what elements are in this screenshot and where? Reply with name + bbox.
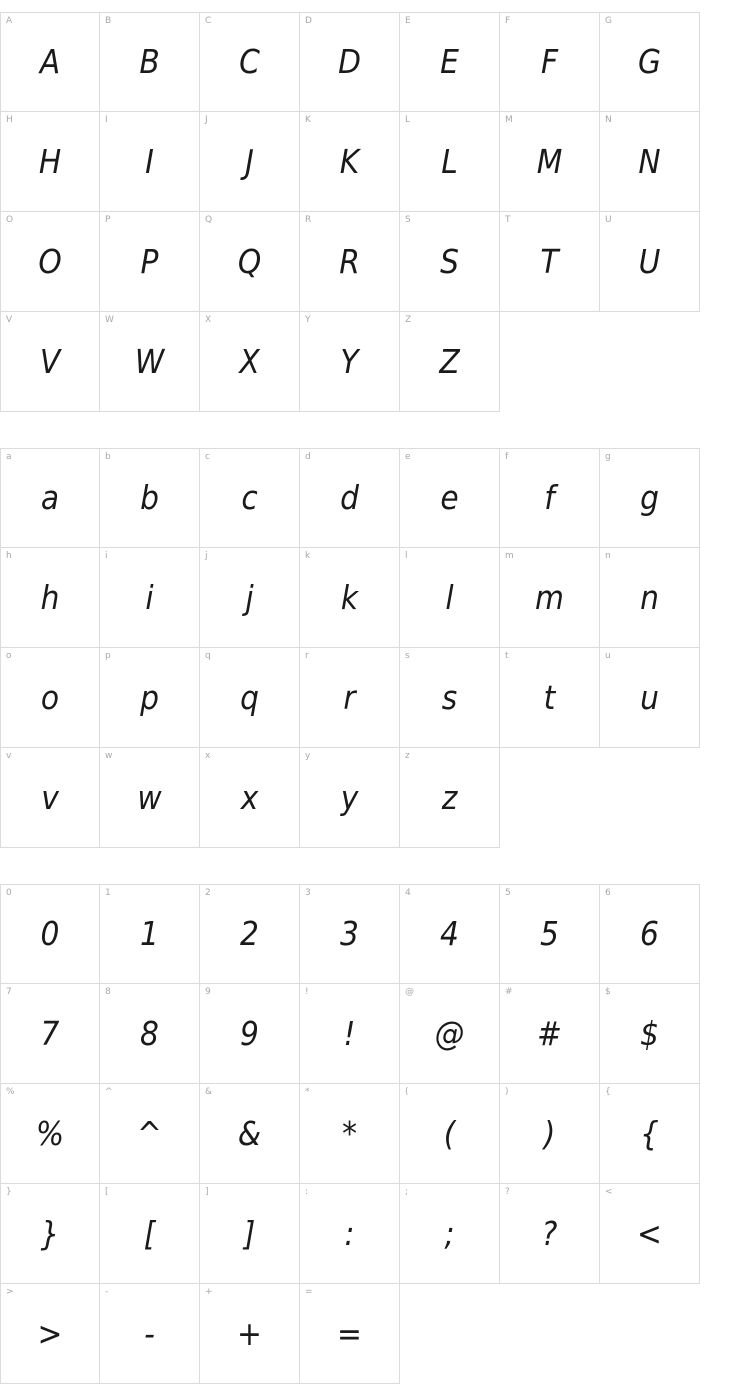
glyph-sample: } <box>40 1213 60 1253</box>
glyph-cell[interactable] <box>500 1084 600 1184</box>
glyph-sample: L <box>441 141 458 181</box>
glyph-cell[interactable] <box>300 448 400 548</box>
glyph-row <box>0 12 740 112</box>
glyph-sample: 7 <box>40 1013 60 1053</box>
glyph-sample: n <box>640 577 659 617</box>
glyph-code-label: > <box>6 1287 14 1297</box>
glyph-sample: $ <box>640 1013 659 1053</box>
glyph-sample: s <box>441 677 458 717</box>
glyph-cell[interactable] <box>200 984 300 1084</box>
glyph-sample: = <box>337 1313 362 1353</box>
glyph-code-label: m <box>505 551 514 561</box>
glyph-cell[interactable] <box>200 648 300 748</box>
glyph-cell[interactable] <box>100 1184 200 1284</box>
glyph-code-label: p <box>105 651 111 661</box>
glyph-code-label: s <box>405 651 410 661</box>
glyph-sample: m <box>535 577 564 617</box>
glyph-cell[interactable] <box>100 1084 200 1184</box>
glyph-sample: ^ <box>137 1113 162 1153</box>
glyph-code-label: 0 <box>6 888 12 898</box>
glyph-cell[interactable] <box>300 984 400 1084</box>
glyph-code-label: I <box>105 115 108 125</box>
glyph-sample: * <box>342 1113 357 1153</box>
glyph-code-label: C <box>205 16 212 26</box>
glyph-code-label: f <box>505 452 509 462</box>
glyph-sample: k <box>340 577 359 617</box>
glyph-code-label: 9 <box>205 987 211 997</box>
glyph-code-label: w <box>105 751 113 761</box>
glyph-sample: J <box>245 141 254 181</box>
glyph-cell[interactable] <box>200 748 300 848</box>
glyph-code-label: ; <box>405 1187 409 1197</box>
glyph-sample: Q <box>237 241 262 281</box>
glyph-code-label: 7 <box>6 987 12 997</box>
glyph-cell[interactable] <box>300 884 400 984</box>
glyph-code-label: g <box>605 452 611 462</box>
glyph-sample: E <box>440 42 459 81</box>
glyph-cell[interactable] <box>500 448 600 548</box>
glyph-cell[interactable] <box>400 112 500 212</box>
glyph-code-label: a <box>6 452 12 462</box>
glyph-cell[interactable] <box>400 884 500 984</box>
glyph-cell[interactable] <box>100 884 200 984</box>
glyph-cell[interactable] <box>200 884 300 984</box>
glyph-cell[interactable] <box>400 12 500 112</box>
glyph-code-label: r <box>305 651 309 661</box>
glyph-cell[interactable] <box>0 884 100 984</box>
glyph-code-label: ( <box>405 1087 409 1097</box>
glyph-code-label: : <box>305 1187 309 1197</box>
glyph-cell[interactable] <box>0 112 100 212</box>
glyph-row <box>0 312 740 412</box>
glyph-cell[interactable] <box>400 548 500 648</box>
glyph-cell[interactable] <box>100 648 200 748</box>
glyph-sample: j <box>245 577 254 617</box>
glyph-sample: G <box>637 42 661 81</box>
glyph-code-label: ! <box>305 987 309 997</box>
glyph-sample: w <box>137 777 162 817</box>
glyph-code-label: H <box>6 115 13 125</box>
glyph-sample: z <box>441 777 458 817</box>
glyph-cell[interactable] <box>600 448 700 548</box>
glyph-sample: r <box>343 677 356 717</box>
glyph-code-label: } <box>6 1187 12 1197</box>
glyph-cell[interactable] <box>600 1184 700 1284</box>
glyph-cell[interactable] <box>0 984 100 1084</box>
glyph-cell[interactable] <box>300 1184 400 1284</box>
glyph-sample: x <box>240 777 259 817</box>
glyph-sample: ; <box>444 1213 455 1253</box>
glyph-code-label: ? <box>505 1187 510 1197</box>
glyph-cell[interactable] <box>0 1284 100 1384</box>
glyph-cell[interactable] <box>400 1084 500 1184</box>
glyph-code-label: 3 <box>305 888 311 898</box>
glyph-sample: H <box>38 141 62 181</box>
glyph-code-label: # <box>505 987 513 997</box>
glyph-sample: V <box>39 341 61 381</box>
glyph-sample: f <box>544 478 555 517</box>
glyph-code-label: z <box>405 751 410 761</box>
glyph-code-label: < <box>605 1187 613 1197</box>
glyph-code-label: Q <box>205 215 213 225</box>
glyph-cell[interactable] <box>0 12 100 112</box>
glyph-code-label: P <box>105 215 111 225</box>
glyph-code-label: 6 <box>605 888 611 898</box>
glyph-sample: A <box>39 42 61 81</box>
glyph-cell[interactable] <box>100 748 200 848</box>
glyph-sample: i <box>145 577 154 617</box>
glyph-sample: # <box>537 1013 562 1053</box>
glyph-sample: K <box>339 141 360 181</box>
glyph-sample: I <box>145 141 154 181</box>
glyph-code-label: o <box>6 651 12 661</box>
glyph-sample: a <box>40 478 60 517</box>
glyph-sample: { <box>640 1113 659 1153</box>
glyph-code-label: u <box>605 651 611 661</box>
glyph-cell[interactable] <box>100 312 200 412</box>
glyph-cell[interactable] <box>600 1084 700 1184</box>
glyph-code-label: { <box>605 1087 611 1097</box>
glyph-cell[interactable] <box>300 548 400 648</box>
glyph-sample: F <box>540 42 559 81</box>
glyph-cell[interactable] <box>0 1184 100 1284</box>
glyph-cell[interactable] <box>200 212 300 312</box>
glyph-sample: S <box>440 241 459 281</box>
glyph-blocks-container <box>0 12 740 1384</box>
glyph-code-label: q <box>205 651 211 661</box>
glyph-sample: 2 <box>240 914 259 953</box>
glyph-sample: % <box>35 1113 65 1153</box>
glyph-code-label: U <box>605 215 612 225</box>
glyph-row <box>0 884 740 984</box>
glyph-sample: 8 <box>140 1013 159 1053</box>
glyph-code-label: V <box>6 315 13 325</box>
glyph-cell[interactable] <box>600 548 700 648</box>
glyph-code-label: * <box>305 1087 310 1097</box>
glyph-code-label: S <box>405 215 411 225</box>
glyph-cell[interactable] <box>200 12 300 112</box>
glyph-sample: [ <box>143 1213 156 1253</box>
glyph-cell[interactable] <box>0 448 100 548</box>
glyph-sample: ! <box>343 1013 356 1053</box>
glyph-cell[interactable] <box>0 648 100 748</box>
glyph-sample: t <box>543 677 556 717</box>
glyph-code-label: B <box>105 16 112 26</box>
glyph-cell[interactable] <box>100 212 200 312</box>
glyph-cell[interactable] <box>500 884 600 984</box>
glyph-cell[interactable] <box>600 884 700 984</box>
glyph-code-label: - <box>105 1287 109 1297</box>
glyph-cell[interactable] <box>400 312 500 412</box>
glyph-sample: 3 <box>340 914 359 953</box>
glyph-code-label: W <box>105 315 114 325</box>
glyph-sample: ? <box>541 1213 558 1253</box>
glyph-code-label: d <box>305 452 311 462</box>
glyph-sample: c <box>241 478 258 517</box>
glyph-code-label: $ <box>605 987 611 997</box>
glyph-sample: 5 <box>540 914 559 953</box>
glyph-cell[interactable] <box>100 12 200 112</box>
glyph-cell[interactable] <box>200 1284 300 1384</box>
glyph-cell[interactable] <box>500 648 600 748</box>
glyph-sample: : <box>344 1213 355 1253</box>
glyph-code-label: Y <box>305 315 311 325</box>
glyph-cell[interactable] <box>400 1184 500 1284</box>
glyph-row <box>0 1284 740 1384</box>
glyph-cell[interactable] <box>400 984 500 1084</box>
glyph-code-label: y <box>305 751 311 761</box>
glyph-sample: R <box>339 241 360 281</box>
glyph-code-label: b <box>105 452 111 462</box>
glyph-sample: N <box>638 141 661 181</box>
glyph-sample: X <box>239 341 260 381</box>
glyph-cell[interactable] <box>0 1084 100 1184</box>
glyph-code-label: k <box>305 551 311 561</box>
glyph-sample: d <box>340 478 359 517</box>
glyph-cell[interactable] <box>500 12 600 112</box>
glyph-code-label: 4 <box>405 888 411 898</box>
glyph-sample: y <box>340 777 359 817</box>
glyph-code-label: L <box>405 115 411 125</box>
glyph-sample: ) <box>543 1113 556 1153</box>
glyph-row <box>0 448 740 548</box>
glyph-sample: g <box>640 478 659 517</box>
glyph-cell[interactable] <box>0 212 100 312</box>
glyph-cell[interactable] <box>600 984 700 1084</box>
glyph-code-label: O <box>6 215 14 225</box>
glyph-sample: > <box>37 1313 63 1353</box>
glyph-code-label: F <box>505 16 511 26</box>
glyph-code-label: 8 <box>105 987 111 997</box>
glyph-row <box>0 548 740 648</box>
glyph-code-label: J <box>205 115 208 125</box>
glyph-block-uppercase <box>0 12 740 412</box>
glyph-sample: 6 <box>640 914 659 953</box>
glyph-cell[interactable] <box>200 1184 300 1284</box>
glyph-sample: - <box>144 1313 155 1353</box>
glyph-code-label: v <box>6 751 12 761</box>
glyph-cell[interactable] <box>400 448 500 548</box>
glyph-code-label: A <box>6 16 13 26</box>
glyph-sample: O <box>38 241 62 281</box>
glyph-code-label: ] <box>205 1187 209 1197</box>
glyph-code-label: D <box>305 16 312 26</box>
glyph-sample: P <box>140 241 159 281</box>
glyph-cell[interactable] <box>500 112 600 212</box>
glyph-code-label: i <box>105 551 108 561</box>
glyph-cell[interactable] <box>200 312 300 412</box>
glyph-code-label: = <box>305 1287 313 1297</box>
glyph-sample: W <box>134 341 165 381</box>
glyph-code-label: + <box>205 1287 213 1297</box>
glyph-cell[interactable] <box>300 1284 400 1384</box>
glyph-code-label: % <box>6 1087 15 1097</box>
glyph-cell[interactable] <box>0 748 100 848</box>
glyph-cell[interactable] <box>200 448 300 548</box>
glyph-code-label: X <box>205 315 212 325</box>
glyph-row <box>0 748 740 848</box>
glyph-cell[interactable] <box>500 1184 600 1284</box>
glyph-cell[interactable] <box>200 1084 300 1184</box>
glyph-sample: C <box>239 42 260 81</box>
glyph-code-label: e <box>405 452 411 462</box>
glyph-code-label: Z <box>405 315 412 325</box>
glyph-code-label: R <box>305 215 312 225</box>
glyph-sample: D <box>338 42 361 81</box>
glyph-code-label: ^ <box>105 1087 113 1097</box>
glyph-code-label: 2 <box>205 888 211 898</box>
glyph-cell[interactable] <box>300 12 400 112</box>
glyph-sample: & <box>237 1113 262 1153</box>
glyph-sample: 9 <box>240 1013 259 1053</box>
glyph-cell[interactable] <box>300 748 400 848</box>
glyph-row <box>0 212 740 312</box>
glyph-row <box>0 984 740 1084</box>
glyph-sample: q <box>240 677 259 717</box>
glyph-code-label: K <box>305 115 311 125</box>
glyph-sample: T <box>540 241 559 281</box>
glyph-sample: u <box>640 677 659 717</box>
glyph-sample: @ <box>434 1013 465 1053</box>
glyph-code-label: j <box>205 551 208 561</box>
glyph-cell[interactable] <box>400 648 500 748</box>
glyph-sample: l <box>445 577 454 617</box>
glyph-sample: b <box>140 478 159 517</box>
glyph-cell[interactable] <box>400 212 500 312</box>
glyph-sample: 4 <box>440 914 459 953</box>
glyph-cell[interactable] <box>600 112 700 212</box>
glyph-cell[interactable] <box>200 112 300 212</box>
glyph-sample: 1 <box>140 914 159 953</box>
glyph-code-label: @ <box>405 987 414 997</box>
glyph-sample: ( <box>443 1113 456 1153</box>
glyph-code-label: ) <box>505 1087 509 1097</box>
glyph-row <box>0 1184 740 1284</box>
glyph-cell[interactable] <box>300 212 400 312</box>
glyph-code-label: N <box>605 115 612 125</box>
glyph-row <box>0 648 740 748</box>
glyph-code-label: T <box>505 215 511 225</box>
glyph-cell[interactable] <box>300 648 400 748</box>
glyph-code-label: h <box>6 551 12 561</box>
glyph-code-label: E <box>405 16 411 26</box>
glyph-code-label: c <box>205 452 210 462</box>
glyph-cell[interactable] <box>100 548 200 648</box>
glyph-sample: h <box>40 577 60 617</box>
glyph-cell[interactable] <box>0 312 100 412</box>
glyph-cell[interactable] <box>300 112 400 212</box>
glyph-sample: Y <box>340 341 359 381</box>
glyph-sample: U <box>638 241 661 281</box>
glyph-code-label: & <box>205 1087 213 1097</box>
glyph-code-label: 1 <box>105 888 111 898</box>
glyph-row <box>0 112 740 212</box>
glyph-code-label: G <box>605 16 612 26</box>
glyph-sample: ] <box>243 1213 256 1253</box>
glyph-block-digits-and-symbols <box>0 884 740 1384</box>
glyph-sample: o <box>40 677 60 717</box>
glyph-code-label: x <box>205 751 211 761</box>
glyph-sample: 0 <box>40 914 60 953</box>
glyph-sample: p <box>140 677 159 717</box>
glyph-cell[interactable] <box>400 748 500 848</box>
glyph-sample: Z <box>439 341 460 381</box>
glyph-code-label: l <box>405 551 408 561</box>
glyph-cell[interactable] <box>500 212 600 312</box>
glyph-cell[interactable] <box>300 312 400 412</box>
glyph-code-label: 5 <box>505 888 511 898</box>
glyph-block-lowercase <box>0 448 740 848</box>
glyph-cell[interactable] <box>600 212 700 312</box>
glyph-row <box>0 1084 740 1184</box>
glyph-sample: + <box>237 1313 262 1353</box>
glyph-sample: e <box>440 478 459 517</box>
glyph-code-label: M <box>505 115 513 125</box>
glyph-cell[interactable] <box>100 112 200 212</box>
glyph-cell[interactable] <box>200 548 300 648</box>
glyph-code-label: [ <box>105 1187 109 1197</box>
glyph-cell[interactable] <box>600 12 700 112</box>
glyph-cell[interactable] <box>100 448 200 548</box>
glyph-sample: M <box>536 141 563 181</box>
glyph-code-label: n <box>605 551 611 561</box>
glyph-sample: B <box>139 42 160 81</box>
glyph-cell[interactable] <box>500 984 600 1084</box>
glyph-cell[interactable] <box>500 548 600 648</box>
glyph-sample: < <box>637 1213 662 1253</box>
glyph-cell[interactable] <box>100 1284 200 1384</box>
glyph-cell[interactable] <box>0 548 100 648</box>
glyph-cell[interactable] <box>300 1084 400 1184</box>
glyph-cell[interactable] <box>600 648 700 748</box>
glyph-cell[interactable] <box>100 984 200 1084</box>
glyph-sample: v <box>41 777 59 817</box>
glyph-code-label: t <box>505 651 509 661</box>
